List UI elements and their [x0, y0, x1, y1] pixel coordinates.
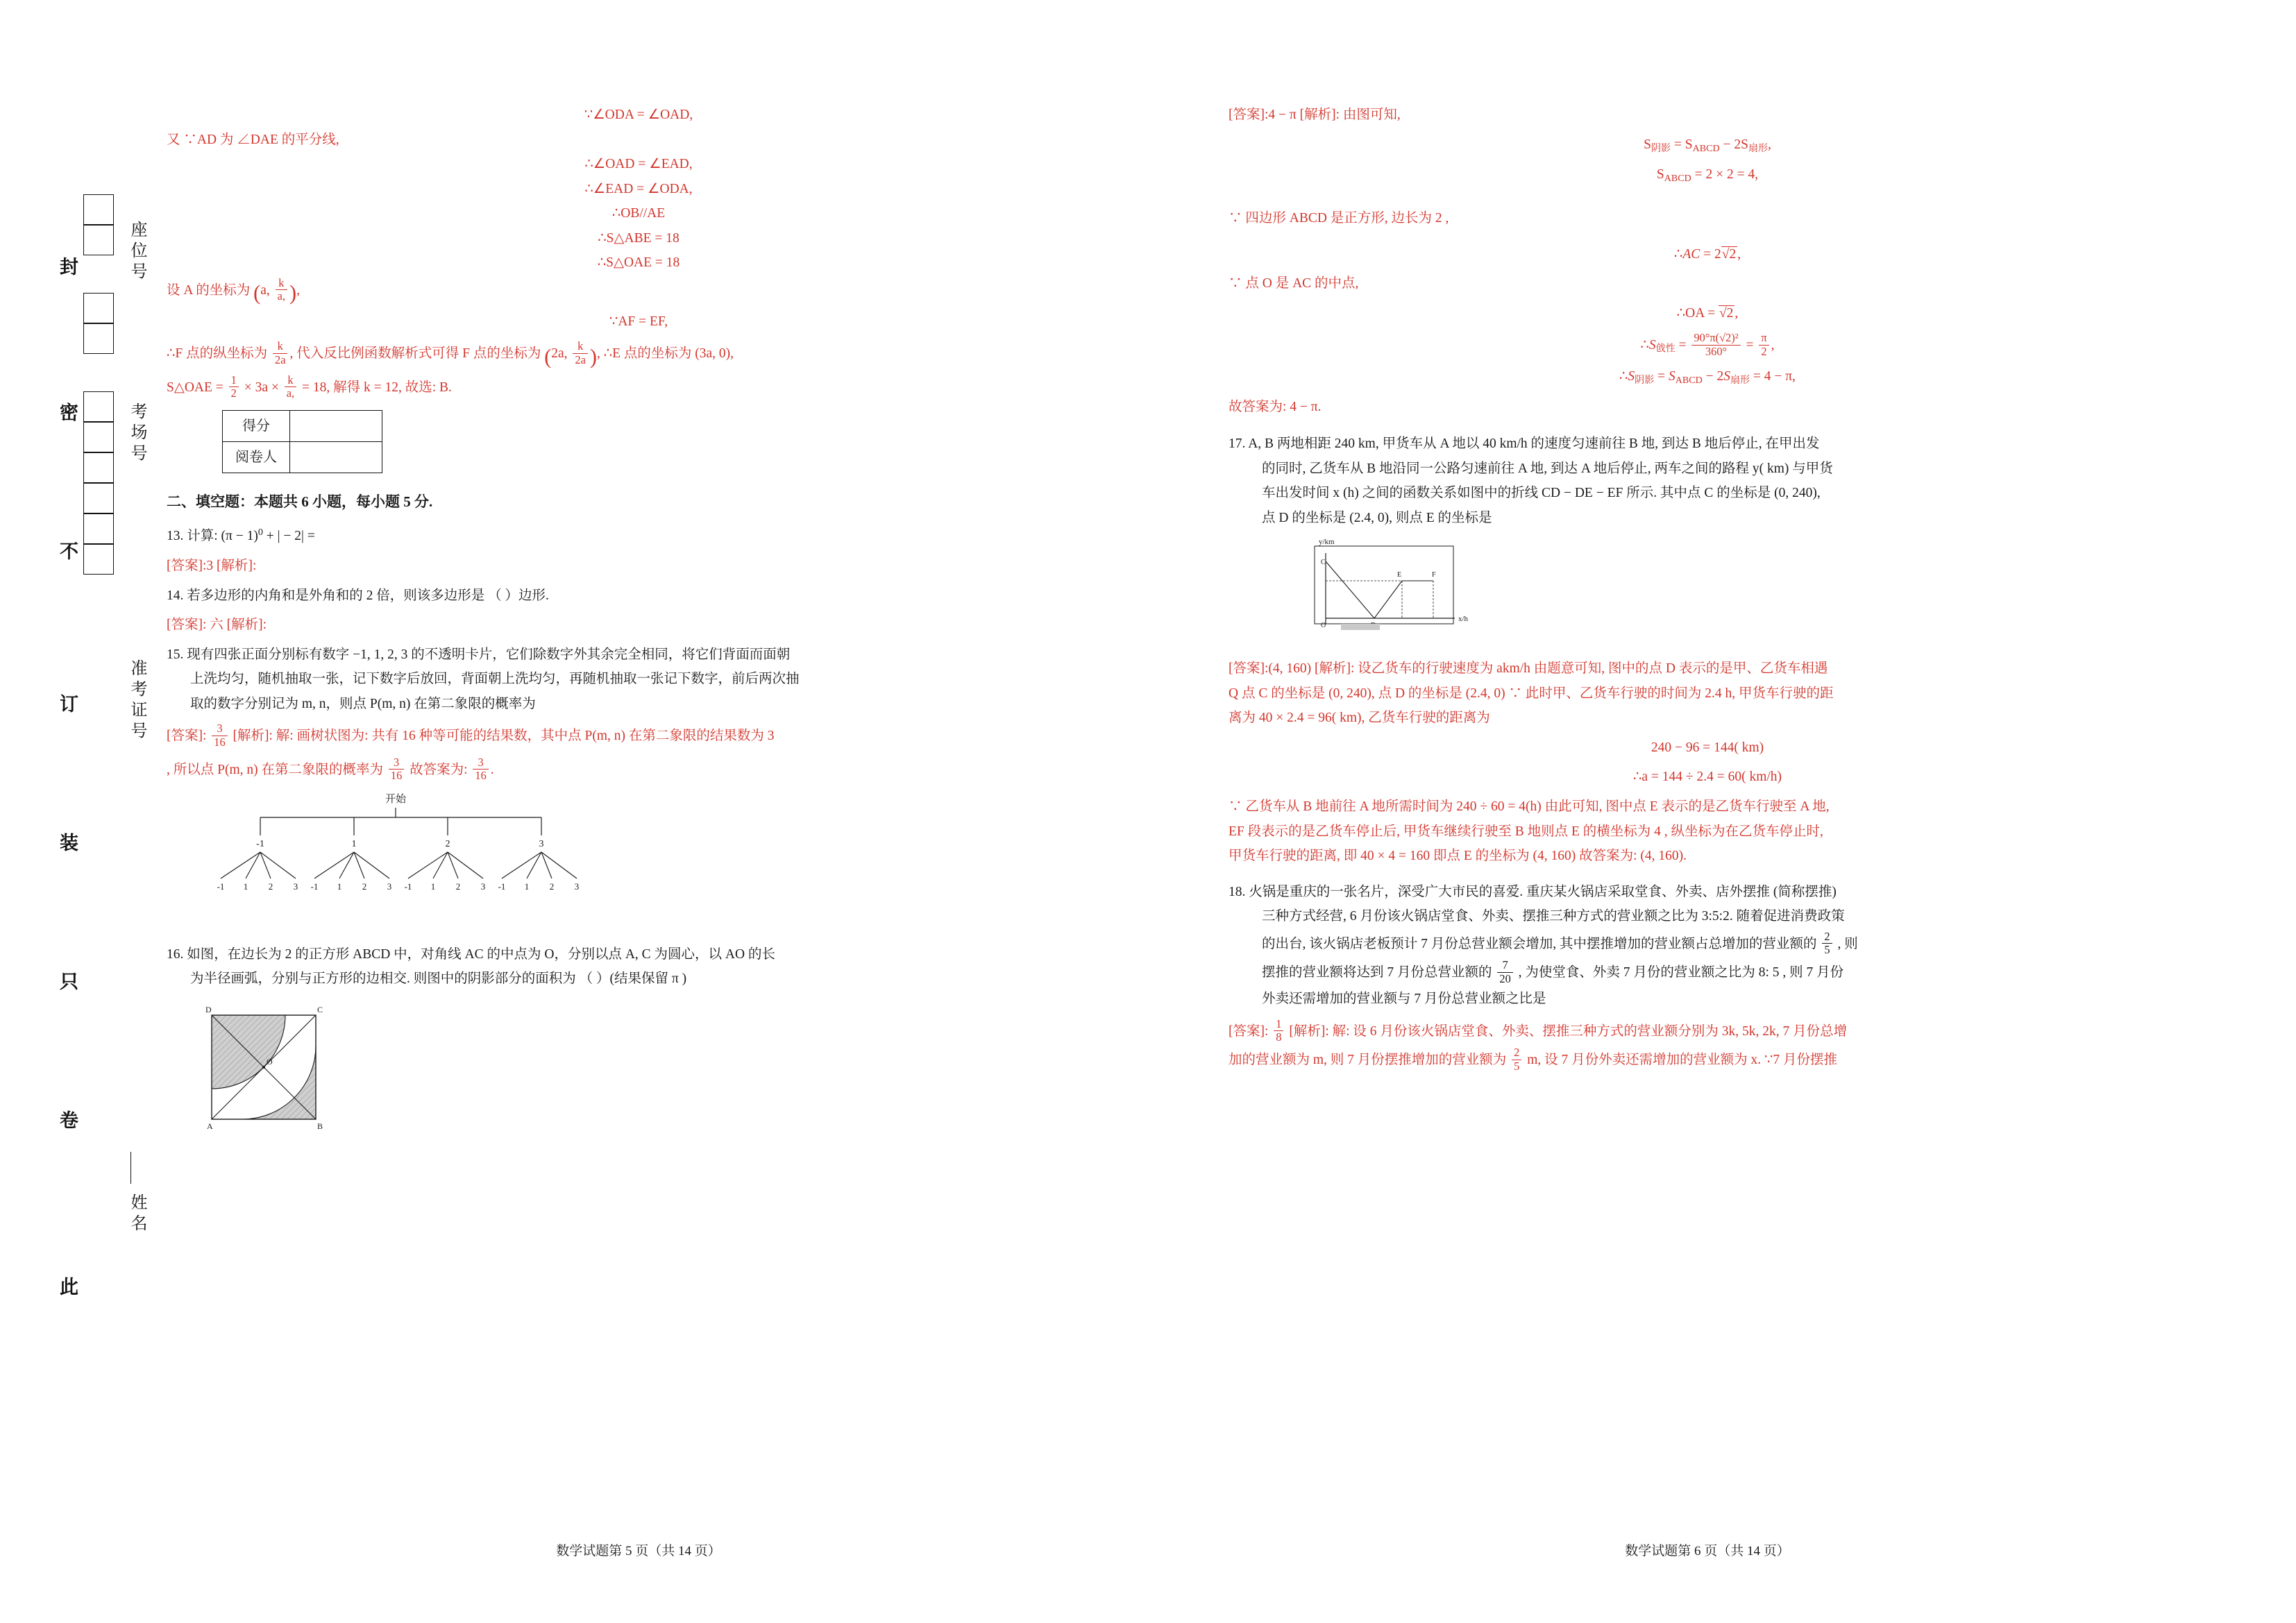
q16-eq-1: $S_{阴影} = S_{ABCD} - 2S_{扇形}$, [1644, 137, 1771, 154]
table-row [223, 441, 382, 473]
score-table [222, 410, 382, 474]
svg-text:1: 1 [524, 881, 530, 892]
sub-sector: 扇形 [1748, 142, 1769, 154]
q13-answer-label: [答案]:3 [167, 558, 214, 573]
binding-field-room: 考场号 [128, 402, 146, 465]
q16-answer-head: [答案]:4 − π [解析]: 由图可知, [1229, 108, 1401, 122]
q13-analysis-label: [解析]: [217, 558, 257, 573]
q17-answer-3: 离为 40 × 2.4 = 96( km), 乙货车行驶的距离为 [1229, 711, 1490, 726]
q15-answer-label: [答案]: [167, 729, 207, 744]
label-B: B [317, 1121, 323, 1131]
q14-number: 14. [167, 588, 184, 603]
q17-answer-head: [答案]:(4, 160) [解析]: 设乙货车的行驶速度为 akm/h 由题意可知, 图中的点 D 表示的是甲、乙货车相遇 [1229, 661, 1828, 677]
paren-open-2: ( [544, 344, 552, 368]
q15-line2: 上洗均匀，随机抽取一张，记下数字后放回，背面朝上洗均匀，再随机抽取一张记下数字，前后两次抽 [190, 672, 800, 687]
q18-answer-2 [1229, 1046, 2186, 1073]
paren-close-2: ) [589, 344, 597, 368]
proof-line-6: ∴S△ABE = 18 [598, 230, 679, 246]
sqrt-2: √2 [1721, 246, 1737, 262]
proof-10-a: ∴F 点的纵坐标为 [167, 346, 268, 362]
svg-text:2: 2 [455, 881, 461, 892]
q13-answer [167, 555, 1111, 577]
table-row [223, 410, 382, 441]
q18-answer-label: [答案]: [1229, 1023, 1269, 1039]
q17-line2: 的同时, 乙货车从 B 地沿同一公路匀速前往 A 地, 到达 A 地后停止, 两车之间的路程 y( km) 与甲货 [1262, 461, 1833, 476]
label-O: O [267, 1056, 273, 1067]
q18-line4a: 摆推的营业额将达到 7 月份总营业额的 [1262, 965, 1492, 980]
graph-ylabel: y/km [1319, 538, 1335, 547]
svg-text:1: 1 [243, 881, 248, 892]
binding-box [83, 513, 114, 544]
shaded-square-figure [194, 1000, 1111, 1146]
proof-11-a: S△OAE = [167, 380, 223, 395]
score-label: 得分 [223, 410, 290, 441]
fraction-k-a-2: $\frac{k}{a,}$ [285, 374, 296, 400]
q16-eq-6: ∴OA = √2 , [1676, 305, 1739, 321]
fraction-pi-2: $\frac{\pi}{2}$ [1759, 332, 1769, 358]
sqrt-2-b: √2 [1719, 305, 1734, 321]
label-D: D [205, 1004, 212, 1014]
q16-line2: 为半径画弧，分别与正方形的边相交. 则图中的阴影部分的面积为 （ ）(结果保留 π ) [190, 971, 687, 987]
sub-sector-2: 戗性 [1655, 343, 1675, 355]
q15-number: 15. [167, 647, 184, 662]
q18-analysis-1: [解析]: 解: 设 6 月份该火锅店堂食、外卖、摆推三种方式的营业额分别为 3k, 5k, 2k, 7 月份总增 [1289, 1023, 1848, 1039]
q15-line3: 取的数字分别记为 m, n，则点 P(m, n) 在第二象限的概率为 [190, 696, 536, 711]
q14-answer [167, 614, 1111, 636]
sub-shadow-2: 阴影 [1635, 374, 1655, 386]
question-13 [167, 525, 1111, 547]
square-svg [194, 1000, 340, 1139]
graph-origin: O [1321, 622, 1326, 630]
fraction-k-2a-2: $\frac{k}{2a}$ [573, 340, 587, 366]
sub-shadow: 阴影 [1651, 142, 1671, 154]
proof-line-10: ∴F 点的纵坐标为 $\frac{k}{2a}$ , 代入反比例函数解析式可得 F 点的坐标为 (2a, $\frac{k}{2a}$ ), ∴E 点的坐标为 (3a, 0), [167, 339, 734, 368]
proof-line-2: 又 ∵AD 为 ∠DAE 的平分线, [167, 132, 339, 147]
q18-line5: 外卖还需增加的营业额与 7 月份总营业额之比是 [1262, 992, 1546, 1007]
binding-field-name: 姓名 [128, 1193, 146, 1235]
proof-line-9: ∵AF = EF, [609, 314, 668, 329]
section-2-title: 二、填空题：本题共 6 小题，每小题 5 分. [167, 493, 433, 511]
sub-abcd-3: ABCD [1675, 374, 1703, 386]
2a-var: 2a, [551, 346, 571, 362]
question-15-line1 [167, 644, 1111, 666]
footer-right: 数学试题第 6 页（共 14 页） [1625, 1544, 1790, 1558]
svg-text:2: 2 [362, 881, 367, 892]
svg-text:3: 3 [387, 881, 392, 892]
right-column [1229, 104, 2186, 1080]
q14-analysis-label: [解析]: [226, 618, 267, 633]
svg-text:2: 2 [549, 881, 555, 892]
q18-line3b: , 则 [1837, 936, 1858, 951]
graph-point-C: C [1321, 559, 1326, 567]
binding-field-seat: 座位号 [128, 221, 146, 283]
q16-line1: 如图，在边长为 2 的正方形 ABCD 中，对角线 AC 的中点为 O，分别以点 A, C 为圆心，以 AO 的长 [187, 946, 775, 962]
binding-label-0: 封 [57, 257, 78, 280]
fraction-1-8: $\frac{1}{8}$ [1274, 1018, 1283, 1044]
q14-answer-label: [答案]: 六 [167, 618, 223, 633]
binding-boxes [83, 194, 114, 575]
fraction-2-5: $\frac{2}{5}$ [1822, 931, 1832, 957]
q18-line4b: , 为使堂食、外卖 7 月份的营业额之比为 8: 5 , 则 7 月份 [1518, 965, 1844, 980]
q17-answer-5: EF 段表示的是乙货车停止后, 甲货车继续行驶至 B 地则点 E 的横坐标为 4 , 纵坐标为在乙货车停止时, [1229, 824, 1823, 839]
proof-10-c: ∴E 点的坐标为 (3a, 0), [603, 346, 734, 362]
q17-answer-4: ∵ 乙货车从 B 地前往 A 地所需时间为 240 ÷ 60 = 4(h) 由此可知, 图中点 E 表示的是乙货车行驶至 A 地, [1229, 799, 1830, 814]
proof-line-11 [167, 374, 1111, 400]
q16-eq-5: ∵ 点 O 是 AC 的中点, [1229, 276, 1359, 291]
q18-number: 18. [1229, 884, 1246, 899]
svg-text:1: 1 [337, 881, 342, 892]
marker-label: 阅卷人 [223, 441, 290, 473]
label-C: C [317, 1004, 323, 1014]
question-17-line1 [1229, 433, 2186, 455]
proof-line-7: ∴S△OAE = 18 [597, 255, 680, 271]
q16-eq-4: ∴AC = 2√2 , [1673, 246, 1741, 262]
q17-eq-2: ∴a = 144 ÷ 2.4 = 60( km/h) [1632, 770, 1782, 785]
q15-analysis-1: [解析]: 解: 画树状图为: 共有 16 种等可能的结果数，其中点 P(m, n) 在第二象限的结果数为 3 [233, 729, 775, 744]
fraction-3-16-c: $\frac{3}{16}$ [473, 756, 488, 783]
tree-svg [167, 792, 861, 931]
fraction-2-5-b: $\frac{2}{5}$ [1512, 1046, 1521, 1073]
sub-abcd: ABCD [1692, 142, 1720, 154]
binding-box [83, 422, 114, 452]
binding-box [83, 391, 114, 422]
paren-open: ( [253, 281, 261, 305]
binding-label-6: 卷 [57, 1110, 78, 1133]
question-14 [167, 585, 1111, 607]
binding-box [83, 452, 114, 483]
binding-label-2: 不 [57, 541, 78, 564]
question-16-line1 [167, 944, 1111, 966]
graph-xlabel: x/h [1458, 615, 1469, 624]
fraction-3-16-b: $\frac{3}{16}$ [389, 756, 404, 783]
tree-root-label: 开始 [385, 793, 407, 805]
binding-box [83, 323, 114, 354]
binding-strip [57, 111, 171, 1429]
proof-line-8-text: 设 A 的坐标为 [167, 282, 251, 298]
proof-11-b: × 3a × [244, 380, 279, 395]
score-value[interactable] [290, 410, 382, 441]
binding-label-1: 密 [57, 402, 78, 425]
proof-line-5: ∴OB//AE [611, 206, 666, 221]
q17-answer-6: 甲货车行驶的距离, 即 40 × 4 = 160 即点 E 的坐标为 (4, 160) 故答案为: (4, 160). [1229, 849, 1687, 864]
binding-label-4: 装 [57, 833, 78, 856]
q18-line4 [1229, 959, 2186, 985]
label-A: A [207, 1121, 213, 1131]
q16-eq-7: $\therefore S_{戗性}$ = $\frac{\text{90°π(√2)²}}{360^\circ}$ = $\frac{\pi}{2}$ , [1640, 331, 1775, 358]
q17-line1: A, B 两地相距 240 km, 甲货车从 A 地以 40 km/h 的速度匀速前往 B 地, 到达 B 地后停止, 在甲出发 [1248, 436, 1820, 452]
svg-text:-1: -1 [310, 881, 319, 892]
fraction-k-2a: $\frac{k}{2a}$ [273, 340, 287, 366]
question-18-line1 [1229, 881, 2186, 903]
fraction-k-a: $\frac{k}{a,}$ [276, 277, 287, 303]
q16-eq-8: $\therefore S_{阴影} = S_{ABCD} - 2S_{扇形} = 4 - \pi$, [1619, 368, 1796, 386]
q17-answer-2: Q 点 C 的坐标是 (0, 240), 点 D 的坐标是 (2.4, 0) ∵ 此时甲、乙货车行驶的时间为 2.4 h, 甲货车行驶的距 [1229, 686, 1834, 701]
exponent-zero: 0 [258, 527, 263, 538]
graph-point-F: F [1432, 571, 1436, 579]
proof-line-8 [167, 277, 1111, 303]
q17-eq-1: 240 − 96 = 144( km) [1651, 740, 1764, 755]
graph-point-E: E [1397, 571, 1402, 579]
graph-svg [1298, 536, 1506, 640]
svg-text:1: 1 [430, 881, 436, 892]
svg-text:2: 2 [268, 881, 273, 892]
a-var: a, [260, 282, 273, 298]
proof-11-c: = 18, 解得 k = 12, 故选: B. [302, 380, 452, 395]
svg-text:-1: -1 [404, 881, 412, 892]
q13-text: 计算: $(\pi - 1)^0$ + | − 2| = [187, 527, 315, 544]
svg-text:-1: -1 [217, 881, 225, 892]
fraction-one-half: $\frac{1}{2}$ [229, 374, 239, 400]
fraction-3-16: $\frac{3}{16}$ [212, 722, 227, 749]
svg-text:2: 2 [445, 838, 450, 849]
binding-label-3: 订 [57, 694, 78, 717]
binding-label-5: 只 [57, 971, 78, 994]
proof-line-3: ∴∠OAD = ∠EAD, [584, 157, 693, 172]
q16-number: 16. [167, 946, 184, 962]
sub-abcd-2: ABCD [1664, 173, 1691, 185]
proof-line-4: ∴∠EAD = ∠ODA, [584, 181, 693, 196]
q17-line3: 车出发时间 x (h) 之间的函数关系如图中的折线 CD − DE − EF 所示. 其中点 C 的坐标是 (0, 240), [1262, 486, 1821, 501]
q16-eq-3: ∵ 四边形 ABCD 是正方形, 边长为 2 , [1229, 210, 1449, 226]
q15-line1: 现有四张正面分别标有数字 −1, 1, 2, 3 的不透明卡片，它们除数字外其余完全相同，将它们背面而面朝 [187, 647, 791, 662]
binding-box [83, 483, 114, 513]
binding-label-7: 此 [57, 1277, 78, 1300]
q18-analysis-2b: m, 设 7 月份外卖还需增加的营业额为 x. ∵7 月份摆推 [1527, 1053, 1838, 1068]
fraction-7-20: $\frac{7}{20}$ [1497, 959, 1512, 985]
q15-analysis-2b: 故答案为: [410, 762, 468, 777]
q18-answer [1229, 1018, 2186, 1044]
binding-box [83, 544, 114, 575]
footer-left: 数学试题第 5 页（共 14 页） [556, 1544, 721, 1558]
piecewise-graph-figure [1298, 536, 2186, 648]
q15-answer-2: , 所以点 P(m, n) 在第二象限的概率为 $\frac{3}{16}$ 故答案为: $\frac{3}{16}$ . [167, 756, 494, 783]
left-column [167, 104, 1111, 1150]
svg-text:3: 3 [480, 881, 486, 892]
binding-field-ticket: 准考证号 [128, 659, 146, 742]
binding-box [83, 194, 114, 225]
svg-text:3: 3 [293, 881, 298, 892]
svg-text:-1: -1 [256, 838, 264, 849]
q18-analysis-2a: 加的营业额为 m, 则 7 月份摆推增加的营业额为 [1229, 1053, 1507, 1068]
marker-value[interactable] [290, 441, 382, 473]
q14-text: 若多边形的内角和是外角和的 2 倍，则该多边形是 （ ）边形. [187, 588, 549, 603]
q16-conclusion: 故答案为: 4 − π. [1229, 399, 1322, 414]
q15-analysis-2a: , 所以点 P(m, n) 在第二象限的概率为 [167, 762, 384, 777]
q18-line3 [1229, 931, 2186, 957]
q15-answer [167, 722, 1111, 749]
comma: , [296, 282, 300, 298]
q18-line2: 三种方式经营, 6 月份该火锅店堂食、外卖、摆推三种方式的营业额之比为 3:5:2. 随着促进消费政策 [1262, 909, 1845, 924]
q18-line3a: 的出台, 该火锅店老板预计 7 月份总营业额会增加, 其中摆推增加的营业额占总增加的营业额的 [1262, 936, 1817, 951]
proof-10-b: 代入反比例函数解析式可得 F 点的坐标为 [296, 346, 541, 362]
q17-number: 17. [1229, 436, 1246, 452]
svg-text:-1: -1 [498, 881, 506, 892]
paren-close: ) [289, 281, 297, 305]
fraction-sector-area: $\frac{\text{90°π(√2)²}}{360^\circ}$ [1691, 332, 1740, 358]
svg-text:1: 1 [351, 838, 357, 849]
probability-tree-figure [167, 792, 1111, 931]
q18-line1: 火锅是重庆的一张名片，深受广大市民的喜爱. 重庆某火锅店采取堂食、外卖、店外摆推 (简称摆推) [1249, 884, 1837, 899]
svg-text:3: 3 [574, 881, 580, 892]
q13-number: 13. [167, 529, 184, 544]
q17-line4: 点 D 的坐标是 (2.4, 0), 则点 E 的坐标是 [1262, 510, 1492, 525]
svg-text:3: 3 [539, 838, 544, 849]
proof-line-1: ∵∠ODA = ∠OAD, [584, 108, 693, 122]
graph-smudge [1341, 624, 1380, 630]
binding-box [83, 293, 114, 323]
sub-sector-3: 扇形 [1730, 374, 1750, 386]
binding-underline [130, 1152, 131, 1184]
binding-box [83, 225, 114, 255]
q16-eq-2: $S_{ABCD} = 2 \times 2 = 4$, [1656, 167, 1759, 185]
